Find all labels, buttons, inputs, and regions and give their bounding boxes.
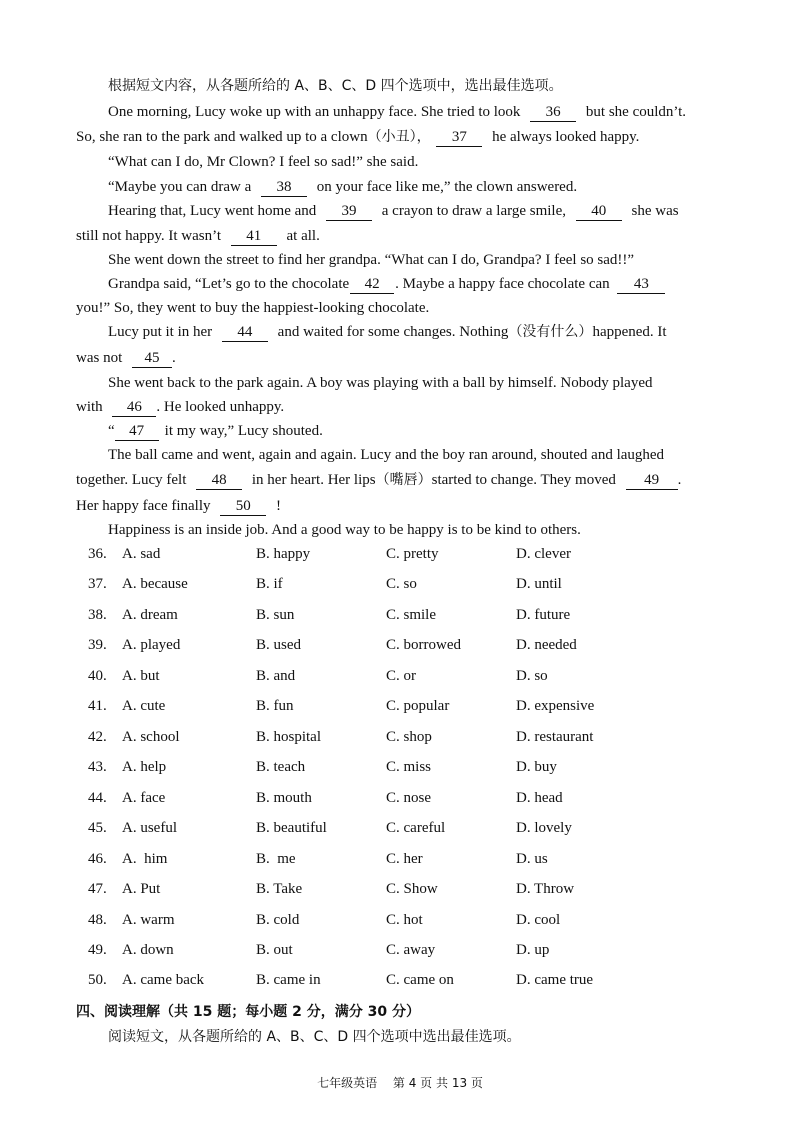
option-b: B. and [256, 668, 296, 684]
question-number: 50. [88, 972, 107, 988]
option-row-37 [0, 573, 800, 595]
passage-text: happened. It [592, 324, 667, 340]
passage-text: in her heart. Her lips [251, 472, 376, 488]
option-a: A. useful [122, 820, 177, 836]
section-instruction: 根据短文内容，从各题所给的 A、B、C、D 四个选项中，选出最佳选项。 [108, 78, 563, 94]
passage-line [108, 274, 669, 294]
option-d: D. head [516, 790, 563, 806]
option-b: B. beautiful [256, 820, 327, 836]
option-a: A. face [122, 790, 166, 806]
passage-text: Hearing that, Lucy went home and [108, 203, 317, 219]
question-number: 40. [88, 668, 107, 684]
passage-text: Lucy put it in her [108, 324, 213, 340]
question-number: 45. [88, 820, 107, 836]
passage-text: So, she ran to the park and walked up to a clown [76, 129, 368, 145]
footer-subject: 七年级英语 [317, 1076, 378, 1090]
gloss-text: （嘴唇） [375, 472, 432, 488]
option-d: D. clever [516, 546, 571, 562]
option-a: A. but [122, 668, 160, 684]
option-row-41 [0, 695, 800, 717]
option-a: A. dream [122, 607, 178, 623]
gloss-text: （没有什么） [508, 324, 593, 340]
option-row-40 [0, 665, 800, 687]
page-footer [0, 1075, 800, 1091]
blank-36: 36 [530, 104, 576, 122]
passage-line [108, 177, 577, 197]
passage-line [108, 201, 679, 221]
option-a: A. down [122, 942, 174, 958]
passage-line [108, 102, 686, 122]
question-number: 36. [88, 546, 107, 562]
option-b: B. me [256, 851, 296, 867]
passage-text: but she couldn’t. [585, 104, 687, 120]
option-a: A. came back [122, 972, 205, 988]
blank-46: 46 [112, 399, 156, 417]
option-c: C. shop [386, 729, 432, 745]
passage-line: Happiness is an inside job. And a good way to be happy is to be kind to others. [108, 522, 581, 538]
question-number: 37. [88, 576, 107, 592]
option-row-42 [0, 726, 800, 748]
option-c: C. popular [386, 698, 450, 714]
option-b: B. came in [256, 972, 321, 988]
passage-text: ! [276, 498, 282, 514]
option-row-48 [0, 909, 800, 931]
option-c: C. miss [386, 759, 432, 775]
passage-text: she was [631, 203, 679, 219]
blank-49: 49 [626, 472, 678, 490]
question-number: 42. [88, 729, 107, 745]
option-a: A. sad [122, 546, 161, 562]
question-number: 39. [88, 637, 107, 653]
option-a: A. Put [122, 881, 161, 897]
blank-42: 42 [350, 276, 394, 294]
passage-text: it my way,” Lucy shouted. [164, 423, 323, 439]
option-b: B. cold [256, 912, 300, 928]
option-d: D. buy [516, 759, 557, 775]
option-b: B. out [256, 942, 293, 958]
passage-text: with [76, 399, 103, 415]
option-d: D. cool [516, 912, 561, 928]
blank-48: 48 [196, 472, 242, 490]
section-heading: 四、阅读理解（共 15 题；每小题 2 分，满分 30 分） [76, 1004, 420, 1020]
gloss-text: （小丑）， [367, 129, 431, 145]
option-a: A. help [122, 759, 167, 775]
passage-line [108, 421, 323, 441]
passage-text: . [677, 472, 682, 488]
option-b: B. sun [256, 607, 295, 623]
question-number: 46. [88, 851, 107, 867]
passage-text: and waited for some changes. Nothing [277, 324, 509, 340]
passage-text: still not happy. It wasn’t [76, 228, 221, 244]
passage-line: She went back to the park again. A boy was playing with a ball by himself. Nobody played [108, 375, 653, 391]
option-row-39 [0, 634, 800, 656]
passage-text: was not [76, 350, 123, 366]
passage-line [76, 127, 639, 147]
option-d: D. restaurant [516, 729, 594, 745]
question-number: 41. [88, 698, 107, 714]
question-number: 48. [88, 912, 107, 928]
question-number: 44. [88, 790, 107, 806]
passage-text: “ [108, 423, 115, 439]
passage-line: The ball came and went, again and again. Lucy and the boy ran around, shouted and laughed [108, 447, 665, 463]
blank-45: 45 [132, 350, 172, 368]
option-c: C. hot [386, 912, 423, 928]
option-c: C. so [386, 576, 417, 592]
option-b: B. used [256, 637, 301, 653]
option-c: C. came on [386, 972, 454, 988]
option-c: C. smile [386, 607, 437, 623]
option-row-47 [0, 878, 800, 900]
option-row-45 [0, 817, 800, 839]
option-c: C. borrowed [386, 637, 461, 653]
option-c: C. or [386, 668, 416, 684]
blank-38: 38 [261, 179, 307, 197]
passage-text: “Maybe you can draw a [108, 179, 252, 195]
question-number: 47. [88, 881, 107, 897]
passage-text: he always looked happy. [492, 129, 640, 145]
option-row-46 [0, 848, 800, 870]
option-b: B. fun [256, 698, 294, 714]
blank-43: 43 [617, 276, 665, 294]
option-b: B. happy [256, 546, 311, 562]
passage-text: Her happy face finally [76, 498, 211, 514]
option-b: B. if [256, 576, 283, 592]
blank-39: 39 [326, 203, 372, 221]
option-d: D. up [516, 942, 550, 958]
question-number: 49. [88, 942, 107, 958]
passage-line [76, 470, 681, 490]
question-number: 43. [88, 759, 107, 775]
option-row-44 [0, 787, 800, 809]
section-instruction: 阅读短文，从各题所给的 A、B、C、D 四个选项中选出最佳选项。 [108, 1029, 521, 1045]
option-row-38 [0, 604, 800, 626]
option-c: C. away [386, 942, 436, 958]
question-number: 38. [88, 607, 107, 623]
passage-text: at all. [286, 228, 320, 244]
option-a: A. played [122, 637, 181, 653]
passage-line [108, 322, 667, 342]
passage-text: Grandpa said, “Let’s go to the chocolate [108, 276, 350, 292]
option-c: C. pretty [386, 546, 439, 562]
option-row-50 [0, 969, 800, 991]
passage-text: . Maybe a happy face chocolate can [395, 276, 610, 292]
option-row-36 [0, 543, 800, 565]
passage-text: a crayon to draw a large smile, [381, 203, 566, 219]
option-a: A. school [122, 729, 180, 745]
option-row-43 [0, 756, 800, 778]
option-d: D. future [516, 607, 571, 623]
option-b: B. hospital [256, 729, 322, 745]
passage-text: . He looked unhappy. [156, 399, 285, 415]
passage-text: One morning, Lucy woke up with an unhappy face. She tried to look [108, 104, 521, 120]
blank-47: 47 [115, 423, 159, 441]
option-c: C. her [386, 851, 423, 867]
passage-line [76, 226, 320, 246]
option-d: D. came true [516, 972, 594, 988]
passage-line [76, 496, 281, 516]
passage-line: “What can I do, Mr Clown? I feel so sad!” she said. [108, 154, 419, 170]
option-a: A. him [122, 851, 168, 867]
option-d: D. expensive [516, 698, 595, 714]
option-d: D. lovely [516, 820, 572, 836]
option-c: C. Show [386, 881, 438, 897]
footer-page-number: 第 4 页 共 13 页 [392, 1076, 483, 1090]
option-b: B. teach [256, 759, 306, 775]
option-c: C. careful [386, 820, 446, 836]
passage-text: on your face like me,” the clown answered. [316, 179, 578, 195]
option-a: A. warm [122, 912, 175, 928]
passage-text: . [172, 350, 176, 366]
option-a: A. because [122, 576, 188, 592]
passage-line [76, 348, 176, 368]
passage-text: together. Lucy felt [76, 472, 187, 488]
option-c: C. nose [386, 790, 431, 806]
option-d: D. until [516, 576, 562, 592]
passage-line [76, 397, 284, 417]
passage-text: started to change. They moved [431, 472, 616, 488]
option-d: D. so [516, 668, 548, 684]
passage-line: She went down the street to find her grandpa. “What can I do, Grandpa? I feel so sad!!” [108, 252, 635, 268]
option-a: A. cute [122, 698, 166, 714]
option-d: D. Throw [516, 881, 575, 897]
blank-37: 37 [436, 129, 482, 147]
option-row-49 [0, 939, 800, 961]
option-d: D. needed [516, 637, 577, 653]
option-b: B. mouth [256, 790, 312, 806]
blank-41: 41 [231, 228, 277, 246]
option-b: B. Take [256, 881, 303, 897]
blank-50: 50 [220, 498, 266, 516]
option-d: D. us [516, 851, 548, 867]
blank-40: 40 [576, 203, 622, 221]
blank-44: 44 [222, 324, 268, 342]
passage-line: you!” So, they went to buy the happiest-looking chocolate. [76, 300, 430, 316]
